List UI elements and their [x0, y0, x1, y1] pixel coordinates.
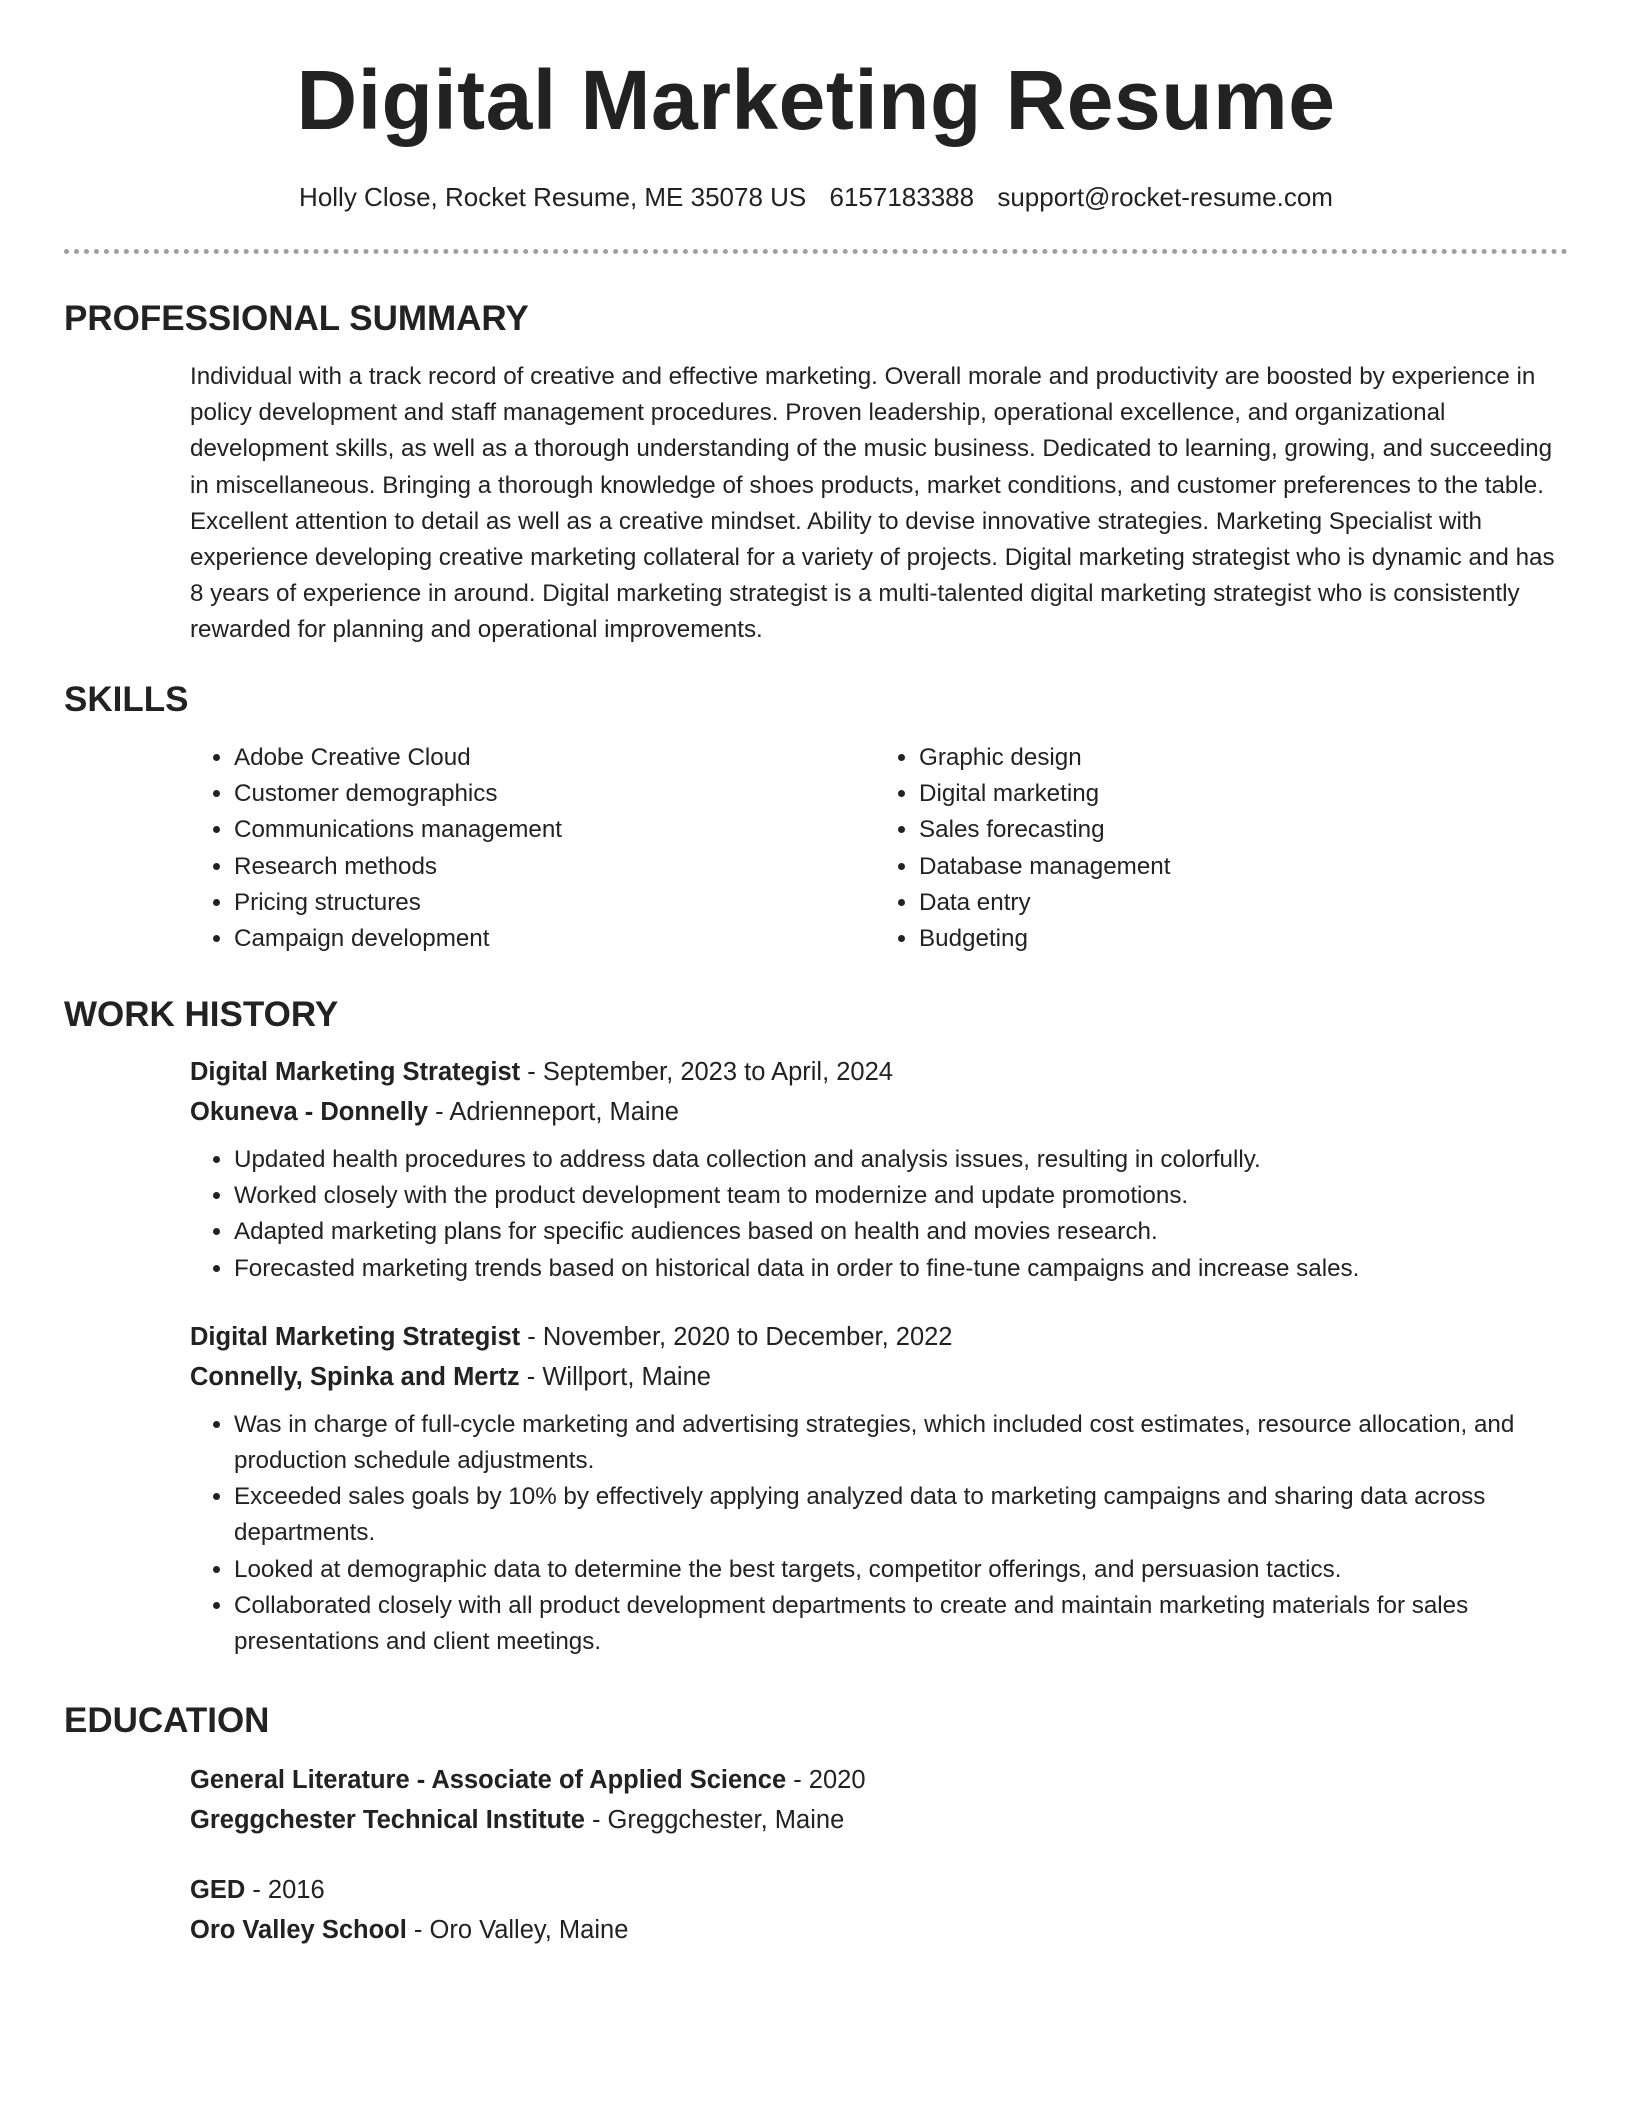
edu-school: Greggchester Technical Institute	[190, 1806, 585, 1834]
skill-item: • Graphic design	[919, 740, 1560, 776]
skill-item: • Sales forecasting	[919, 812, 1560, 848]
edu-year: - 2016	[245, 1876, 325, 1904]
work-section	[64, 997, 1568, 1660]
job-title-line	[190, 1052, 1568, 1092]
job-bullet: • Looked at demographic data to determine the best targets, competitor offerings, and persuasion tactics.	[234, 1552, 1568, 1588]
skill-item: • Data entry	[919, 885, 1560, 921]
edu-school-line	[190, 1910, 1568, 1950]
skills-heading: SKILLS	[64, 680, 189, 719]
skills-grid	[190, 740, 1560, 957]
skills-section	[64, 682, 1568, 957]
contact-phone: 6157183388	[829, 182, 975, 212]
job-bullets	[190, 1407, 1568, 1660]
edu-school: Oro Valley School	[190, 1916, 407, 1944]
education-heading: EDUCATION	[64, 1701, 270, 1740]
contact-email: support@rocket-resume.com	[997, 182, 1333, 212]
edu-degree-line	[190, 1760, 1568, 1800]
job-location: - Willport, Maine	[519, 1362, 711, 1391]
skill-item: • Adobe Creative Cloud	[234, 740, 875, 776]
skills-list-right	[875, 740, 1560, 957]
education-entry	[190, 1760, 1568, 1840]
job-company: Okuneva - Donnelly	[190, 1098, 429, 1126]
edu-degree: GED	[190, 1876, 246, 1904]
job-bullets	[190, 1142, 1568, 1287]
contact-address: Holly Close, Rocket Resume, ME 35078 US	[299, 182, 807, 212]
skill-item: • Pricing structures	[234, 885, 875, 921]
edu-degree-line	[190, 1870, 1568, 1910]
edu-year: - 2020	[786, 1766, 866, 1794]
job-company: Connelly, Spinka and Mertz	[190, 1362, 520, 1391]
job-dates: - September, 2023 to April, 2024	[520, 1058, 893, 1086]
job-title: Digital Marketing Strategist	[190, 1058, 521, 1086]
edu-school-line	[190, 1800, 1568, 1840]
job-entry	[190, 1317, 1568, 1660]
job-bullet: • Was in charge of full-cycle marketing and advertising strategies, which included cost estimates, resource allocation, and production schedule adjustments.	[234, 1407, 1568, 1479]
summary-body	[190, 359, 1560, 649]
skill-item: • Campaign development	[234, 921, 875, 957]
edu-location: - Greggchester, Maine	[584, 1806, 845, 1834]
header-divider	[64, 249, 1568, 254]
job-bullet: • Exceeded sales goals by 10% by effectively applying analyzed data to marketing campaigns and sharing data across departments.	[234, 1479, 1568, 1551]
skill-item: • Digital marketing	[919, 776, 1560, 812]
skill-item: • Research methods	[234, 849, 875, 885]
work-heading: WORK HISTORY	[64, 995, 339, 1034]
summary-heading: PROFESSIONAL SUMMARY	[64, 299, 529, 338]
summary-text: Individual with a track record of creative and effective marketing. Overall morale and productivity are boosted by experience in policy development and staff management procedures. Proven leadership, operational excellence, and organizational development skills, as well as a thorough understanding of the music business. Dedicated to learning, growing, and succeeding in miscellaneous. Bringing a thorough knowledge of shoes products, market conditions, and customer preferences to the table. Excellent attention to detail as well as a creative mindset. Ability to devise innovative strategies. Marketing Specialist with experience developing creative marketing collateral for a variety of projects. Digital marketing strategist who is dynamic and has 8 years of experience in around. Digital marketing strategist is a multi-talented digital marketing strategist who is consistently rewarded for planning and operational improvements.	[190, 363, 1555, 644]
job-company-line	[190, 1092, 1568, 1132]
skill-item: • Communications management	[234, 812, 875, 848]
edu-location: - Oro Valley, Maine	[406, 1916, 629, 1944]
job-title-line	[190, 1317, 1568, 1357]
job-location: - Adrienneport, Maine	[428, 1098, 679, 1126]
education-section	[64, 1703, 1568, 1950]
job-bullet: • Adapted marketing plans for specific audiences based on health and movies research.	[234, 1214, 1568, 1250]
skill-item: • Customer demographics	[234, 776, 875, 812]
job-entry	[190, 1052, 1568, 1287]
job-bullet: • Updated health procedures to address data collection and analysis issues, resulting in colorfully.	[234, 1142, 1568, 1178]
education-entry	[190, 1870, 1568, 1950]
resume-title: Digital Marketing Resume	[296, 53, 1336, 147]
job-company-line	[190, 1357, 1568, 1397]
job-bullet: • Forecasted marketing trends based on historical data in order to fine-tune campaigns and increase sales.	[234, 1251, 1568, 1287]
summary-section	[64, 301, 1568, 649]
job-bullet: • Worked closely with the product development team to modernize and update promotions.	[234, 1178, 1568, 1214]
job-title: Digital Marketing Strategist	[190, 1322, 521, 1351]
skills-list-left	[190, 740, 875, 957]
edu-degree: General Literature - Associate of Applied Science	[190, 1766, 787, 1794]
skill-item: • Budgeting	[919, 921, 1560, 957]
contact-line	[0, 182, 1632, 213]
skill-item: • Database management	[919, 849, 1560, 885]
job-bullet: • Collaborated closely with all product development departments to create and maintain marketing materials for sales presentations and client meetings.	[234, 1588, 1568, 1660]
job-dates: - November, 2020 to December, 2022	[520, 1322, 953, 1351]
